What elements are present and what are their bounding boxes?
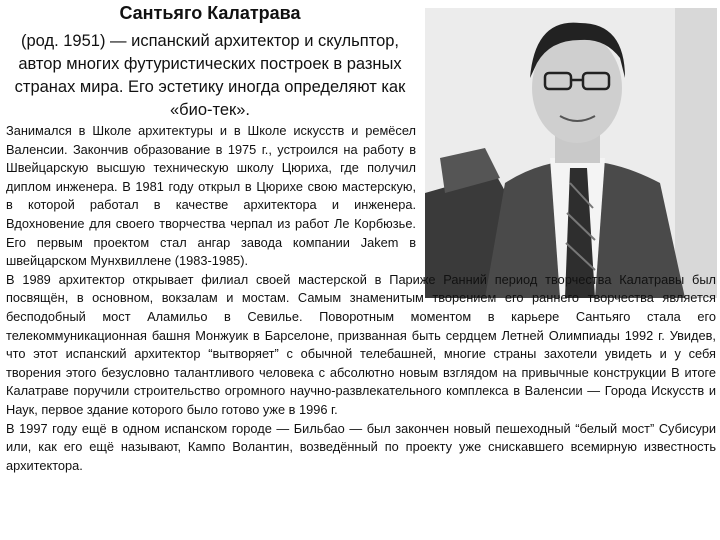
- paragraph-2: В 1989 архитектор открывает филиал своей мастерской в Париже Ранний период творчества Калатравы был посвящён, в основном, вокзалам и мостам. Самым знаменитым творением его раннего творчества является бесподобный мост Аламильо в Севилье. Поворотным моментом в карьере Сантьяго стала его телекоммуникационная башня Монжуик в Барселоне, призванная быть сердцем Летней Олимпиады 1992 г. Увидев, что этот испанский архитектор “вытворяет” с обычной телебашней, многие страны захотели увидеть и у себя творения этого безусловно талантливого человека с абсолютно новым взглядом на привычные конструкции В итоге Калатраве поручили строительство огромного научно-развлекательного комплекса в Валенсии — Города Искусств и Наук, первое здание которого было готово уже в 1996 г.: [6, 271, 716, 417]
- page-title: Сантьяго Калатрава: [119, 3, 301, 23]
- body-text: [6, 122, 716, 475]
- paragraph-3: В 1997 году ещё в одном испанском городе — Бильбао — был закончен новый пешеходный “белый мост” Субисури или, как его ещё называют, Кампо Волантин, возведённый по проекту уже снискавшего всемирную известность архитектора.: [6, 420, 716, 473]
- intro-text: (род. 1951) — испанский архитектор и скульптор, автор многих футуристических построек в разных странах мира. Его эстетику иногда определяют как «био-тек».: [14, 32, 406, 119]
- paragraph-1: Занимался в Школе архитектуры и в Школе искусств и ремёсел Валенсии. Закончив образование в 1975 г., устроился на работу в Швейцарскую высшую техническую школу Цюриха, где получил диплом инженера. В 1981 году открыл в Цюрихе свою мастерскую, в которой работал в качестве архитектора и инженера. Вдохновение для своего творчества черпал из работ Ле Корбюзье. Его первым проектом стал ангар завода компании Jakem в швейцарском Мунхвиллене (1983-1985).: [6, 123, 416, 269]
